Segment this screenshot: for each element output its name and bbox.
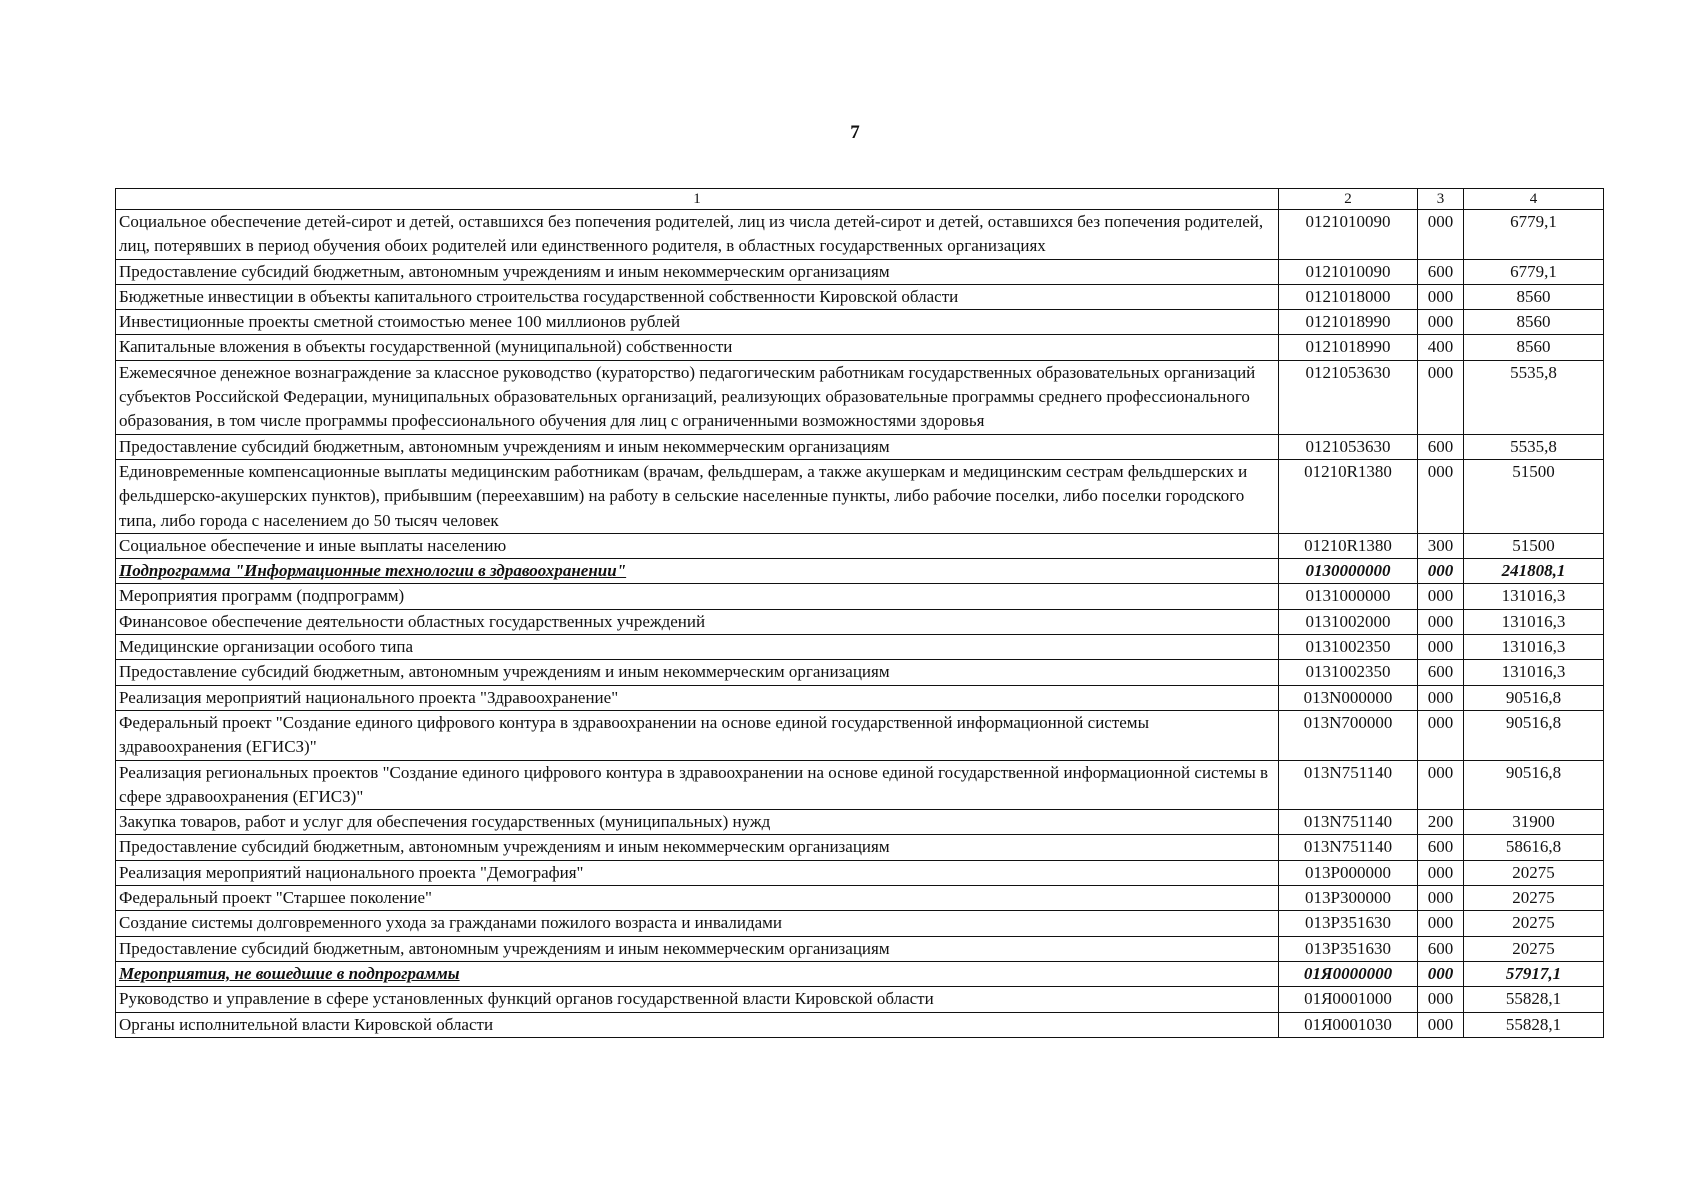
- row-amount-cell: 51500: [1464, 459, 1604, 533]
- row-amount-cell: 6779,1: [1464, 210, 1604, 260]
- row-code-cell: 0121010090: [1279, 210, 1418, 260]
- row-code-cell: 01Я0000000: [1279, 961, 1418, 986]
- row-kvr-cell: 000: [1418, 210, 1464, 260]
- table-row: [116, 459, 1604, 533]
- row-amount-cell: 8560: [1464, 335, 1604, 360]
- row-code-cell: 0131000000: [1279, 584, 1418, 609]
- row-amount-cell: 131016,3: [1464, 660, 1604, 685]
- row-kvr-cell: 000: [1418, 559, 1464, 584]
- row-kvr-cell: 000: [1418, 635, 1464, 660]
- table-row: [116, 559, 1604, 584]
- table-row: [116, 886, 1604, 911]
- row-kvr-cell: 600: [1418, 936, 1464, 961]
- row-code-cell: 013N000000: [1279, 685, 1418, 710]
- row-amount-cell: 241808,1: [1464, 559, 1604, 584]
- row-amount-cell: 131016,3: [1464, 609, 1604, 634]
- row-name-cell: Единовременные компенсационные выплаты медицинским работникам (врачам, фельдшерам, а также акушеркам и медицинским сестрам фельдшерских и фельдшерско-акушерских пунктов), прибывшим (переехавшим) на работу в сельские населенные пункты, либо рабочие поселки, либо поселки городского типа, либо города с населением до 50 тысяч человек: [116, 459, 1279, 533]
- row-name-cell: Ежемесячное денежное вознаграждение за классное руководство (кураторство) педагогическим работникам государственных образовательных организаций субъектов Российской Федерации, муниципальных образовательных организаций, реализующих образовательные программы среднего профессионального образования, в том числе программы профессионального обучения для лиц с ограниченными возможностями здоровья: [116, 360, 1279, 434]
- row-code-cell: 01210R1380: [1279, 533, 1418, 558]
- row-code-cell: 0121053630: [1279, 360, 1418, 434]
- row-code-cell: 0121018990: [1279, 310, 1418, 335]
- page-number: 7: [850, 122, 860, 143]
- row-kvr-cell: 600: [1418, 434, 1464, 459]
- row-amount-cell: 90516,8: [1464, 685, 1604, 710]
- row-kvr-cell: 600: [1418, 835, 1464, 860]
- row-code-cell: 013P000000: [1279, 860, 1418, 885]
- row-kvr-cell: 600: [1418, 660, 1464, 685]
- row-code-cell: 0121018990: [1279, 335, 1418, 360]
- table-row: [116, 434, 1604, 459]
- row-code-cell: 013P351630: [1279, 911, 1418, 936]
- row-amount-cell: 58616,8: [1464, 835, 1604, 860]
- row-code-cell: 013N751140: [1279, 760, 1418, 810]
- row-code-cell: 0121018000: [1279, 284, 1418, 309]
- table-row: [116, 911, 1604, 936]
- row-kvr-cell: 000: [1418, 584, 1464, 609]
- row-name-cell: Реализация мероприятий национального проекта "Демография": [116, 860, 1279, 885]
- table-row: [116, 609, 1604, 634]
- row-name-cell: Предоставление субсидий бюджетным, автономным учреждениям и иным некоммерческим организациям: [116, 936, 1279, 961]
- row-name-cell: Закупка товаров, работ и услуг для обеспечения государственных (муниципальных) нужд: [116, 810, 1279, 835]
- row-kvr-cell: 000: [1418, 911, 1464, 936]
- table-row: [116, 860, 1604, 885]
- row-amount-cell: 131016,3: [1464, 635, 1604, 660]
- table-row: [116, 685, 1604, 710]
- row-kvr-cell: 000: [1418, 886, 1464, 911]
- table-header-row: [116, 189, 1604, 210]
- row-code-cell: 01Я0001000: [1279, 987, 1418, 1012]
- table-row: [116, 660, 1604, 685]
- row-name-cell: Подпрограмма "Информационные технологии в здравоохранении": [116, 559, 1279, 584]
- table-row: [116, 835, 1604, 860]
- row-code-cell: 01210R1380: [1279, 459, 1418, 533]
- row-code-cell: 013N700000: [1279, 710, 1418, 760]
- row-kvr-cell: 000: [1418, 860, 1464, 885]
- row-name-cell: Медицинские организации особого типа: [116, 635, 1279, 660]
- row-amount-cell: 8560: [1464, 284, 1604, 309]
- row-kvr-cell: 000: [1418, 961, 1464, 986]
- row-amount-cell: 5535,8: [1464, 434, 1604, 459]
- row-code-cell: 01Я0001030: [1279, 1012, 1418, 1037]
- row-amount-cell: 90516,8: [1464, 710, 1604, 760]
- row-name-cell: Предоставление субсидий бюджетным, автономным учреждениям и иным некоммерческим организациям: [116, 835, 1279, 860]
- column-header: 1: [116, 189, 1279, 210]
- row-amount-cell: 5535,8: [1464, 360, 1604, 434]
- row-name-cell: Предоставление субсидий бюджетным, автономным учреждениям и иным некоммерческим организациям: [116, 259, 1279, 284]
- row-amount-cell: 6779,1: [1464, 259, 1604, 284]
- row-kvr-cell: 300: [1418, 533, 1464, 558]
- row-kvr-cell: 200: [1418, 810, 1464, 835]
- row-amount-cell: 20275: [1464, 936, 1604, 961]
- table-row: [116, 310, 1604, 335]
- table-row: [116, 635, 1604, 660]
- row-amount-cell: 90516,8: [1464, 760, 1604, 810]
- table-row: [116, 584, 1604, 609]
- row-code-cell: 0131002350: [1279, 635, 1418, 660]
- table-row: [116, 259, 1604, 284]
- row-kvr-cell: 000: [1418, 987, 1464, 1012]
- row-name-cell: Реализация региональных проектов "Создание единого цифрового контура в здравоохранении на основе единой государственной информационной системы в сфере здравоохранения (ЕГИСЗ)": [116, 760, 1279, 810]
- row-kvr-cell: 600: [1418, 259, 1464, 284]
- row-code-cell: 0131002350: [1279, 660, 1418, 685]
- table-row: [116, 284, 1604, 309]
- row-name-cell: Предоставление субсидий бюджетным, автономным учреждениям и иным некоммерческим организациям: [116, 660, 1279, 685]
- column-header: 2: [1279, 189, 1418, 210]
- table-row: [116, 987, 1604, 1012]
- table-row: [116, 533, 1604, 558]
- row-amount-cell: 20275: [1464, 860, 1604, 885]
- row-kvr-cell: 000: [1418, 360, 1464, 434]
- row-name-cell: Реализация мероприятий национального проекта "Здравоохранение": [116, 685, 1279, 710]
- row-amount-cell: 20275: [1464, 911, 1604, 936]
- row-name-cell: Предоставление субсидий бюджетным, автономным учреждениям и иным некоммерческим организациям: [116, 434, 1279, 459]
- column-header: 4: [1464, 189, 1604, 210]
- row-kvr-cell: 000: [1418, 310, 1464, 335]
- row-name-cell: Мероприятия, не вошедшие в подпрограммы: [116, 961, 1279, 986]
- row-amount-cell: 55828,1: [1464, 987, 1604, 1012]
- row-code-cell: 013P351630: [1279, 936, 1418, 961]
- row-name-cell: Капитальные вложения в объекты государственной (муниципальной) собственности: [116, 335, 1279, 360]
- row-name-cell: Социальное обеспечение и иные выплаты населению: [116, 533, 1279, 558]
- row-amount-cell: 131016,3: [1464, 584, 1604, 609]
- row-kvr-cell: 000: [1418, 459, 1464, 533]
- row-name-cell: Финансовое обеспечение деятельности областных государственных учреждений: [116, 609, 1279, 634]
- budget-table: [115, 188, 1604, 1038]
- row-name-cell: Социальное обеспечение детей-сирот и детей, оставшихся без попечения родителей, лиц из числа детей-сирот и детей, оставшихся без попечения родителей, лиц, потерявших в период обучения обоих родителей или единственного родителя, в областных государственных организациях: [116, 210, 1279, 260]
- row-kvr-cell: 000: [1418, 685, 1464, 710]
- row-name-cell: Федеральный проект "Создание единого цифрового контура в здравоохранении на основе единой государственной информационной системы здравоохранения (ЕГИСЗ)": [116, 710, 1279, 760]
- table-row: [116, 1012, 1604, 1037]
- row-kvr-cell: 000: [1418, 710, 1464, 760]
- row-name-cell: Инвестиционные проекты сметной стоимостью менее 100 миллионов рублей: [116, 310, 1279, 335]
- row-name-cell: Руководство и управление в сфере установленных функций органов государственной власти Кировской области: [116, 987, 1279, 1012]
- row-kvr-cell: 400: [1418, 335, 1464, 360]
- row-amount-cell: 20275: [1464, 886, 1604, 911]
- row-code-cell: 013N751140: [1279, 810, 1418, 835]
- row-kvr-cell: 000: [1418, 284, 1464, 309]
- row-amount-cell: 8560: [1464, 310, 1604, 335]
- table-row: [116, 961, 1604, 986]
- row-code-cell: 0121053630: [1279, 434, 1418, 459]
- row-amount-cell: 51500: [1464, 533, 1604, 558]
- row-name-cell: Бюджетные инвестиции в объекты капитального строительства государственной собственности Кировской области: [116, 284, 1279, 309]
- row-amount-cell: 57917,1: [1464, 961, 1604, 986]
- row-code-cell: 013N751140: [1279, 835, 1418, 860]
- row-name-cell: Мероприятия программ (подпрограмм): [116, 584, 1279, 609]
- row-kvr-cell: 000: [1418, 609, 1464, 634]
- table-row: [116, 360, 1604, 434]
- row-name-cell: Федеральный проект "Старшее поколение": [116, 886, 1279, 911]
- row-amount-cell: 31900: [1464, 810, 1604, 835]
- row-kvr-cell: 000: [1418, 760, 1464, 810]
- table-body: [116, 210, 1604, 1038]
- table-row: [116, 936, 1604, 961]
- row-name-cell: Создание системы долговременного ухода за гражданами пожилого возраста и инвалидами: [116, 911, 1279, 936]
- row-code-cell: 013P300000: [1279, 886, 1418, 911]
- table-row: [116, 210, 1604, 260]
- table-row: [116, 760, 1604, 810]
- row-code-cell: 0131002000: [1279, 609, 1418, 634]
- table-row: [116, 335, 1604, 360]
- row-amount-cell: 55828,1: [1464, 1012, 1604, 1037]
- row-code-cell: 0121010090: [1279, 259, 1418, 284]
- table-row: [116, 710, 1604, 760]
- row-kvr-cell: 000: [1418, 1012, 1464, 1037]
- row-name-cell: Органы исполнительной власти Кировской области: [116, 1012, 1279, 1037]
- table-row: [116, 810, 1604, 835]
- row-code-cell: 0130000000: [1279, 559, 1418, 584]
- column-header: 3: [1418, 189, 1464, 210]
